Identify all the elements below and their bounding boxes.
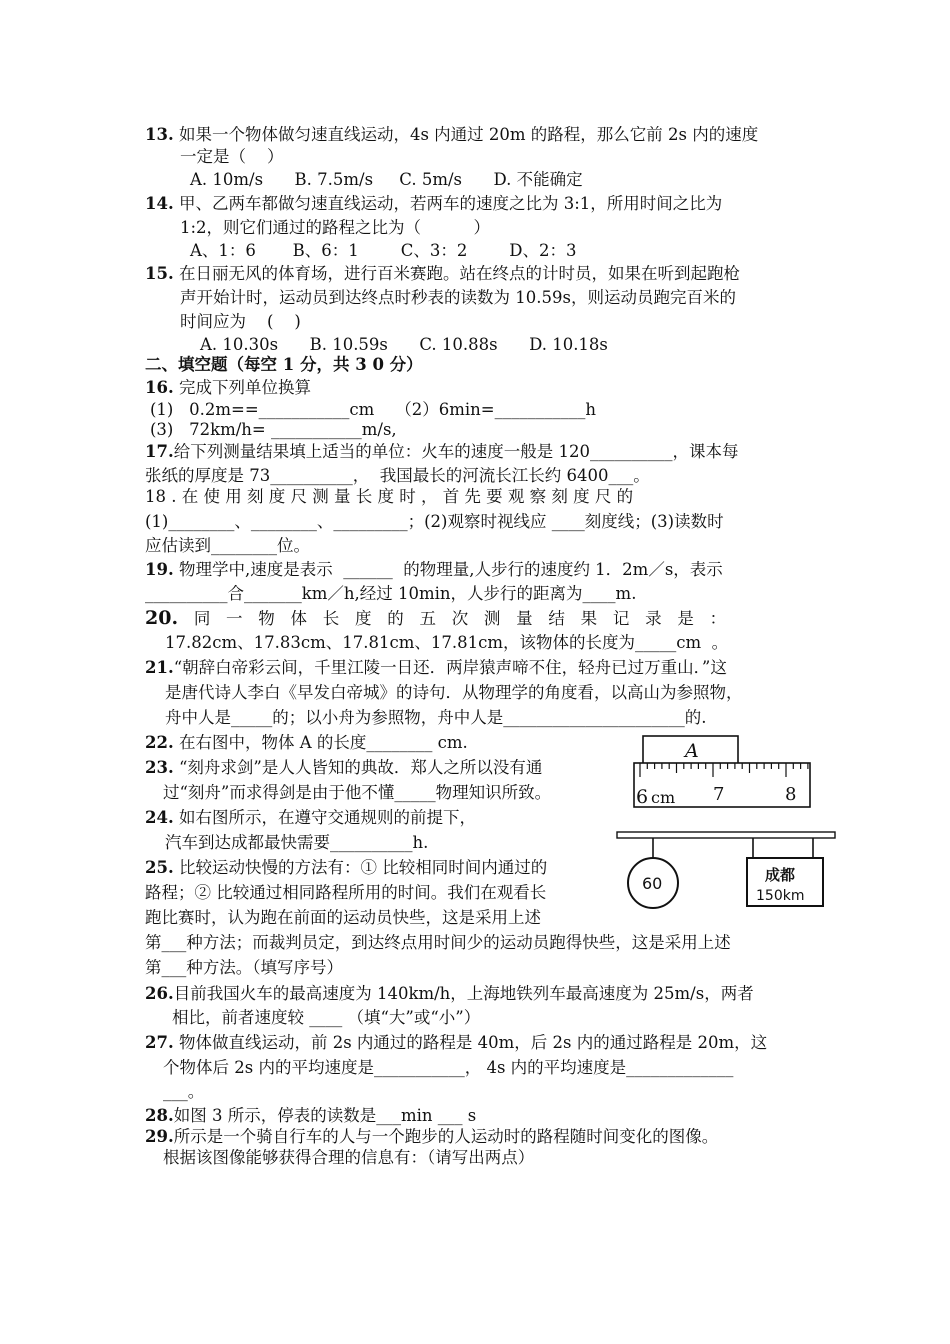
question-text: 完成下列单位换算: [178, 378, 311, 397]
question-text: 所示是一个骑自行车的人与一个跑步的人运动时的路程随时间变化的图像。: [173, 1127, 719, 1146]
question-text: 如果一个物体做匀速直线运动，4s 内通过 20m 的路程，那么它前 2s 内的速度: [178, 125, 759, 144]
question-text: 一定是（ ）: [180, 147, 284, 166]
question-number: 22.: [145, 733, 174, 752]
question-text: 在右图中，物体 A 的长度________ cm.: [178, 733, 468, 752]
question-number: 14.: [145, 194, 174, 213]
question-text: 在 使 用 刻 度 尺 测 量 长 度 时 ， 首 先 要 观 察 刻 度 尺 的: [181, 487, 634, 506]
question-text: 跑比赛时，认为跑在前面的运动员快些，这是采用上述: [145, 908, 541, 927]
question-text: (1) 0.2m==___________cm （2）6min=___________h: [150, 400, 597, 419]
question-text: 比较运动快慢的方法有：① 比较相同时间内通过的: [178, 858, 548, 877]
question-number: 21.: [145, 658, 174, 677]
question-text: 物理学中,速度是表示 ______ 的物理量,人步行的速度约 1．2m／s，表示: [178, 560, 723, 579]
ruler-figure: [630, 732, 815, 810]
question-number: 13.: [145, 125, 174, 144]
section-title: 二、填空题（每空 1 分，共 3 0 分）: [145, 355, 423, 374]
question-text: 汽车到达成都最快需要__________h.: [165, 833, 429, 852]
question-number: 20.: [145, 607, 179, 629]
question-text: 路程；② 比较通过相同路程所用的时间。我们在观看长: [145, 883, 547, 902]
question-text: 甲、乙两车都做匀速直线运动，若两车的速度之比为 3:1，所用时间之比为: [178, 194, 723, 213]
question-number: 25.: [145, 858, 174, 877]
question-text: 物体做直线运动，前 2s 内通过的路程是 40m，后 2s 内的通过路程是 20m，这: [178, 1033, 768, 1052]
question-text: 个物体后 2s 内的平均速度是___________， 4s 内的平均速度是_____________: [163, 1058, 734, 1077]
traffic-sign-figure: [615, 828, 840, 913]
question-number: 24.: [145, 808, 174, 827]
question-text: 相比，前者速度较 ____ （填“大”或“小”）: [172, 1008, 481, 1027]
question-text: 1:2，则它们通过的路程之比为（ ）: [180, 218, 491, 237]
question-text: 第___种方法；而裁判员定，到达终点用时间少的运动员跑得快些，这是采用上述: [145, 933, 731, 952]
question-text: 应估读到________位。: [145, 536, 310, 555]
question-text: “刻舟求剑”是人人皆知的典故．郑人之所以没有通: [178, 758, 543, 777]
question-number: 17.: [145, 442, 174, 461]
question-text: (3) 72km/h= ___________m/s,: [150, 420, 397, 439]
question-text: 在日丽无风的体育场，进行百米赛跑。站在终点的计时员，如果在听到起跑枪: [178, 264, 740, 283]
object-a-label: A: [685, 740, 699, 762]
question-text: “朝辞白帝彩云间，千里江陵一日还．两岸猿声啼不住，轻舟已过万重山．”这: [173, 658, 727, 677]
ruler-label-8: 8: [785, 784, 797, 805]
ruler-label-7: 7: [713, 784, 725, 805]
question-text: __________合_______km／h,经过 10min，人步行的距离为____m.: [145, 584, 637, 603]
question-number: 16.: [145, 378, 174, 397]
question-text: 舟中人是_____的；以小舟为参照物，舟中人是______________________的.: [165, 708, 707, 727]
question-number: 29.: [145, 1127, 174, 1146]
destination-label: 成都: [765, 866, 796, 884]
question-text: 是唐代诗人李白《早发白帝城》的诗句．从物理学的角度看，以高山为参照物，: [165, 683, 743, 702]
question-number: 15.: [145, 264, 174, 283]
question-text: 如右图所示，在遵守交通规则的前提下，: [178, 808, 476, 827]
distance-value: 150km: [756, 888, 805, 904]
ruler-unit-label: cm: [651, 788, 676, 807]
question-number: 27.: [145, 1033, 174, 1052]
question-text: 如图 3 所示，停表的读数是___min ___ s: [173, 1106, 477, 1125]
question-text: 给下列测量结果填上适当的单位：火车的速度一般是 120__________，课本每: [173, 442, 739, 461]
question-number: 19.: [145, 560, 174, 579]
answer-options: A. 10.30s B. 10.59s C. 10.88s D. 10.18s: [200, 335, 608, 354]
question-text: 根据该图像能够获得合理的信息有：（请写出两点）: [163, 1148, 535, 1167]
question-number: 18 .: [145, 487, 177, 506]
question-text: ___。: [163, 1082, 205, 1101]
ruler-label-6: 6: [636, 786, 649, 808]
question-number: 28.: [145, 1106, 174, 1125]
question-text: 张纸的厚度是 73__________， 我国最长的河流长江长约 6400___。: [145, 466, 650, 485]
question-text: 同 一 物 体 长 度 的 五 次 测 量 结 果 记 录 是 ：: [193, 609, 727, 628]
question-text: 第___种方法。（填写序号）: [145, 958, 343, 977]
question-text: 过“刻舟”而求得剑是由于他不懂_____物理知识所致。: [163, 783, 552, 802]
question-number: 26.: [145, 984, 174, 1003]
question-text: (1)________、________、_________；(2)观察时视线应 ____刻度线；(3)读数时: [145, 512, 724, 531]
question-text: 17.82cm、17.83cm、17.81cm、17.81cm，该物体的长度为_____cm 。: [165, 633, 729, 652]
answer-options: A、1：6 B、6：1 C、3：2 D、2：3: [190, 241, 577, 260]
question-text: 目前我国火车的最高速度为 140km/h，上海地铁列车最高速度为 25m/s，两者: [173, 984, 754, 1003]
question-number: 23.: [145, 758, 174, 777]
answer-options: A. 10m/s B. 7.5m/s C. 5m/s D. 不能确定: [190, 170, 583, 189]
question-text: 声开始计时，运动员到达终点时秒表的读数为 10.59s，则运动员跑完百米的: [180, 288, 736, 307]
speed-limit-value: 60: [642, 874, 663, 893]
question-text: 时间应为 ( ): [180, 312, 301, 331]
sign-beam: [617, 832, 835, 838]
